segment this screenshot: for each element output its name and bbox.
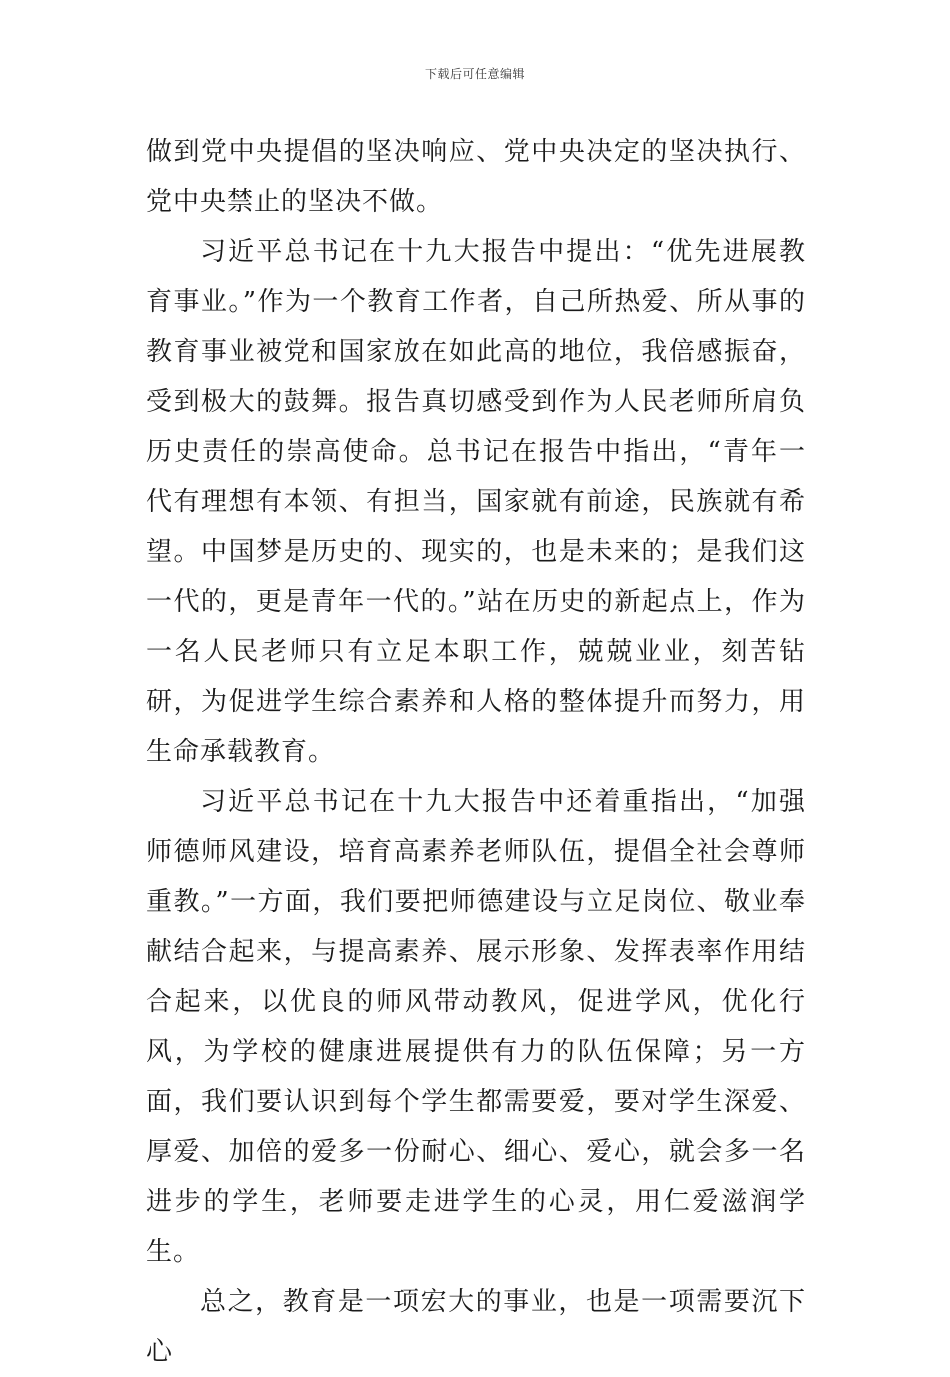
header-note: 下载后可任意编辑 [424,67,525,81]
paragraph-2: 习近平总书记在十九大报告中提出：“优先进展教育事业。”作为一个教育工作者，自己所热爱、所从事的教育事业被党和国家放在如此高的地位，我倍感振奋，受到极大的鼓舞。报告真切感受到作为人民老师所肩负历史责任的崇高使命。总书记在报告中指出，“青年一代有理想有本领、有担当，国家就有前途，民族就有希望。中国梦是历史的、现实的，也是未来的；是我们这一代的，更是青年一代的。”站在历史的新起点上，作为一名人民老师只有立足本职工作，兢兢业业，刻苦钻研，为促进学生综合素养和人格的整体提升而努力，用生命承载教育。 [146,237,806,767]
paragraph-1: 做到党中央提倡的坚决响应、党中央决定的坚决执行、党中央禁止的坚决不做。 [146,137,806,217]
paragraph-4: 总之，教育是一项宏大的事业，也是一项需要沉下心 [146,1287,806,1367]
document-body [146,127,806,1377]
paragraph-3: 习近平总书记在十九大报告中还着重指出，“加强师德师风建设，培育高素养老师队伍，提倡全社会尊师重教。”一方面，我们要把师德建设与立足岗位、敬业奉献结合起来，与提高素养、展示形象、发挥表率作用结合起来，以优良的师风带动教风，促进学风，优化行风，为学校的健康进展提供有力的队伍保障；另一方面，我们要认识到每个学生都需要爱，要对学生深爱、厚爱、加倍的爱多一份耐心、细心、爱心，就会多一名进步的学生，老师要走进学生的心灵，用仁爱滋润学生。 [146,787,806,1267]
